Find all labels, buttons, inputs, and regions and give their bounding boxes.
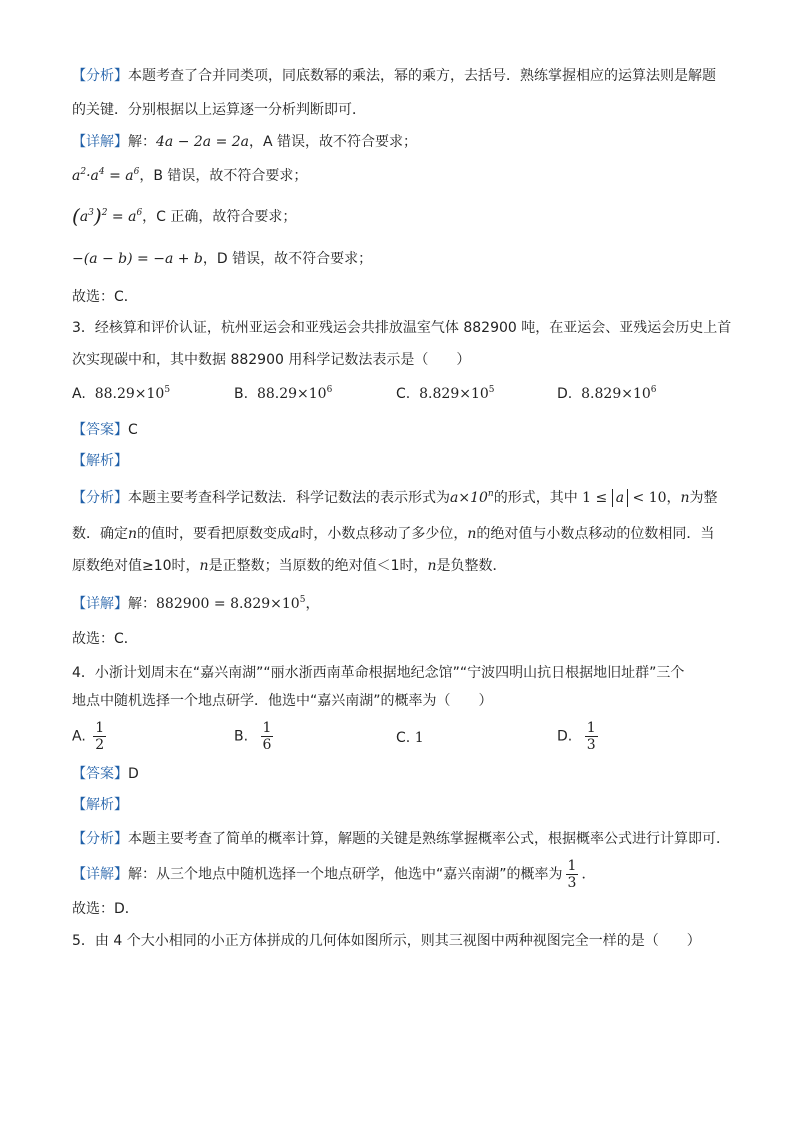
q4-option-d-fraction	[585, 720, 598, 753]
q2-xiangjie-lead: 解：	[128, 134, 156, 150]
q4-fenxi-tag: 【分析】	[72, 831, 128, 847]
q4-xiangjie-num: 1	[567, 858, 577, 874]
q3-jiexi-row	[72, 451, 128, 471]
q2-c-expr: $(a^3)^2 = a^6$	[72, 204, 143, 228]
q4-option-a	[72, 720, 109, 753]
q4-option-d-label: D.	[557, 728, 573, 745]
q4-xiangjie-fraction	[566, 858, 579, 891]
q3-fenxi2-b: 的值时，要看把原数变成	[137, 526, 292, 542]
q3-option-b-label: B.	[234, 386, 249, 402]
q4-option-a-label: A.	[72, 728, 86, 745]
q4-xiangjie-text: 解：从三个地点中随机选择一个地点研学，他选中“嘉兴南湖”的概率为	[128, 866, 563, 883]
q2-d-text: ，D 错误，故不符合要求；	[202, 251, 373, 267]
q4-answer	[72, 899, 139, 919]
q2-a-text: ，A 错误，故不符合要求；	[249, 134, 418, 150]
q3-fenxi3-c: 是负整数．	[436, 558, 507, 574]
q5-stem	[72, 931, 701, 951]
q3-daan-tag: 【答案】	[72, 422, 128, 438]
q4-option-a-den: 2	[95, 737, 105, 753]
q3-xiangjie-lead: 解：	[128, 596, 156, 612]
q3-fenxi2-a: 数．确定	[72, 526, 128, 542]
q3-option-b	[234, 384, 332, 404]
q4-option-b-fraction	[261, 720, 274, 753]
q4-xiangjie-tag: 【详解】	[72, 866, 128, 883]
q3-detail	[72, 594, 319, 614]
q4-option-c-value: 1	[414, 730, 424, 746]
q4-jiexi-tag: 【解析】	[72, 797, 128, 813]
q2-fenxi-tag: 【分析】	[72, 68, 128, 84]
q4-option-b-den: 6	[262, 737, 272, 753]
q4-stem1: 4．小浙计划周末在“嘉兴南湖”“丽水浙西南革命根据地纪念馆”“宁波四明山抗日根据地旧址群”三个	[72, 665, 685, 681]
q2-detail-c	[72, 206, 296, 227]
q4-daan: D	[128, 766, 139, 782]
q3-fenxi3-b: 是正整数；当原数的绝对值＜1时，	[208, 558, 428, 574]
q4-fenxi-text: 本题主要考查了简单的概率计算，解题的关键是熟练掌握概率公式，根据概率公式进行计算即可．	[128, 831, 730, 847]
q2-c-text: ，C 正确，故符合要求；	[142, 209, 297, 225]
q2-xiangjie-tag: 【详解】	[72, 134, 128, 150]
q2-analysis-line2	[72, 100, 366, 120]
q3-stem-line1	[72, 318, 731, 338]
q3-option-d-label: D.	[557, 386, 573, 402]
q4-option-c-label: C.	[396, 730, 411, 746]
q4-option-d-num: 1	[586, 720, 596, 736]
q3-option-a-mantissa: 88.29×10	[94, 386, 165, 402]
q3-fenxi1-d: 为整	[689, 490, 718, 506]
q3-fenxi2-n1: n	[128, 526, 138, 542]
q2-d-expr: −(a − b) = −a + b	[72, 251, 203, 267]
q2-answer-text: 故选：C．	[72, 289, 138, 305]
q5-stem-text: 5．由 4 个大小相同的小正方体拼成的几何体如图所示，则其三视图中两种视图完全一样的是（ ）	[72, 933, 701, 949]
q3-option-c	[396, 384, 495, 404]
q4-stem-line2	[72, 691, 493, 711]
q4-xiangjie-tail: ．	[581, 866, 596, 883]
q4-detail	[72, 858, 595, 891]
q3-option-b-exp: 6	[326, 385, 333, 395]
q3-option-a	[72, 384, 170, 404]
q3-answer-text: 故选：C．	[72, 631, 138, 647]
q4-stem-line1	[72, 663, 684, 683]
q4-option-b-label: B.	[234, 728, 249, 745]
q2-detail-a	[72, 132, 417, 152]
q3-analysis-line2	[72, 524, 714, 544]
q3-stem1: 3．经核算和评价认证，杭州亚运会和亚残运会共排放温室气体 882900 吨，在亚运会、亚残运会历史上首	[72, 320, 732, 336]
q4-analysis	[72, 829, 730, 849]
q3-fenxi1-ineq-right: < 10	[632, 490, 667, 506]
q3-fenxi1-n: n	[487, 489, 494, 499]
q3-option-c-mantissa: 8.829×10	[419, 386, 489, 402]
q3-stem2: 次实现碳中和，其中数据 882900 用科学记数法表示是（ ）	[72, 352, 471, 368]
q2-detail-d	[72, 249, 372, 269]
q2-answer	[72, 287, 138, 307]
q3-fenxi3-n2: n	[427, 558, 437, 574]
q3-option-d-mantissa: 8.829×10	[581, 386, 651, 402]
q3-option-d	[557, 384, 657, 404]
q3-fenxi1-ineq-left: 1 ≤	[582, 490, 608, 506]
q2-analysis-line1	[72, 66, 716, 86]
q4-xiangjie-den: 3	[567, 875, 577, 891]
q3-option-b-mantissa: 88.29×10	[256, 386, 327, 402]
q4-jiexi-row	[72, 795, 128, 815]
q4-option-b	[234, 720, 276, 753]
q3-analysis-line1	[72, 488, 718, 508]
q3-option-a-label: A.	[72, 386, 86, 402]
q3-xiangjie-exp: 5	[299, 595, 306, 605]
q3-fenxi2-a1: a	[291, 526, 300, 542]
q2-detail-b	[72, 166, 307, 186]
q4-answer-row	[72, 764, 139, 784]
q2-fenxi-text1: 本题考查了合并同类项，同底数幂的乘法，幂的乘方，去括号．熟练掌握相应的运算法则是解题	[128, 68, 716, 84]
q4-option-a-fraction	[93, 720, 106, 753]
q3-fenxi1-a: 本题主要考查科学记数法．科学记数法的表示形式为	[128, 490, 450, 506]
q3-fenxi2-n2: n	[467, 526, 477, 542]
q3-answer-row	[72, 420, 138, 440]
q3-jiexi-tag: 【解析】	[72, 453, 128, 469]
q3-xiangjie-expr: 882900 = 8.829×10	[156, 596, 300, 612]
q3-answer	[72, 629, 138, 649]
q4-stem2: 地点中随机选择一个地点研学．他选中“嘉兴南湖”的概率为（ ）	[72, 693, 493, 709]
q2-a-expr: 4a − 2a = 2a	[156, 134, 250, 150]
q4-option-c	[396, 728, 424, 748]
q2-fenxi-text2: 的关键．分别根据以上运算逐一分析判断即可．	[72, 102, 366, 118]
q3-option-c-exp: 5	[488, 385, 495, 395]
q3-option-a-exp: 5	[164, 385, 171, 395]
q3-fenxi2-d: 的绝对值与小数点移动的位数相同．当	[476, 526, 715, 542]
q4-option-a-num: 1	[95, 720, 105, 736]
q3-option-c-label: C.	[396, 386, 411, 402]
q4-option-d	[557, 720, 601, 753]
q2-b-expr: $a^2\cdot a^4 = a^6$	[72, 167, 140, 184]
q3-daan: C	[128, 422, 138, 438]
q3-fenxi2-c: 时，小数点移动了多少位，	[299, 526, 468, 542]
q3-fenxi1-nvar: n	[680, 490, 690, 506]
q3-fenxi1-form: a×10	[450, 490, 488, 506]
q3-option-d-exp: 6	[650, 385, 657, 395]
q2-b-text: ，B 错误，故不符合要求；	[139, 168, 308, 184]
q3-analysis-line3	[72, 556, 507, 576]
q4-option-b-num: 1	[262, 720, 272, 736]
q3-fenxi1-c: ，	[666, 490, 681, 506]
q3-fenxi-tag: 【分析】	[72, 490, 128, 506]
q3-xiangjie-tail: ，	[305, 596, 320, 612]
q3-fenxi1-b: 的形式，其中	[493, 490, 578, 506]
q3-fenxi1-abs: a	[612, 489, 628, 507]
q4-option-d-den: 3	[586, 737, 596, 753]
q3-fenxi3-n1: n	[199, 558, 209, 574]
q3-fenxi3-a: 原数绝对值≥10时，	[72, 558, 200, 574]
q3-stem-line2	[72, 350, 470, 370]
q4-daan-tag: 【答案】	[72, 766, 128, 782]
q4-answer-text: 故选：D．	[72, 901, 139, 917]
q3-xiangjie-tag: 【详解】	[72, 596, 128, 612]
